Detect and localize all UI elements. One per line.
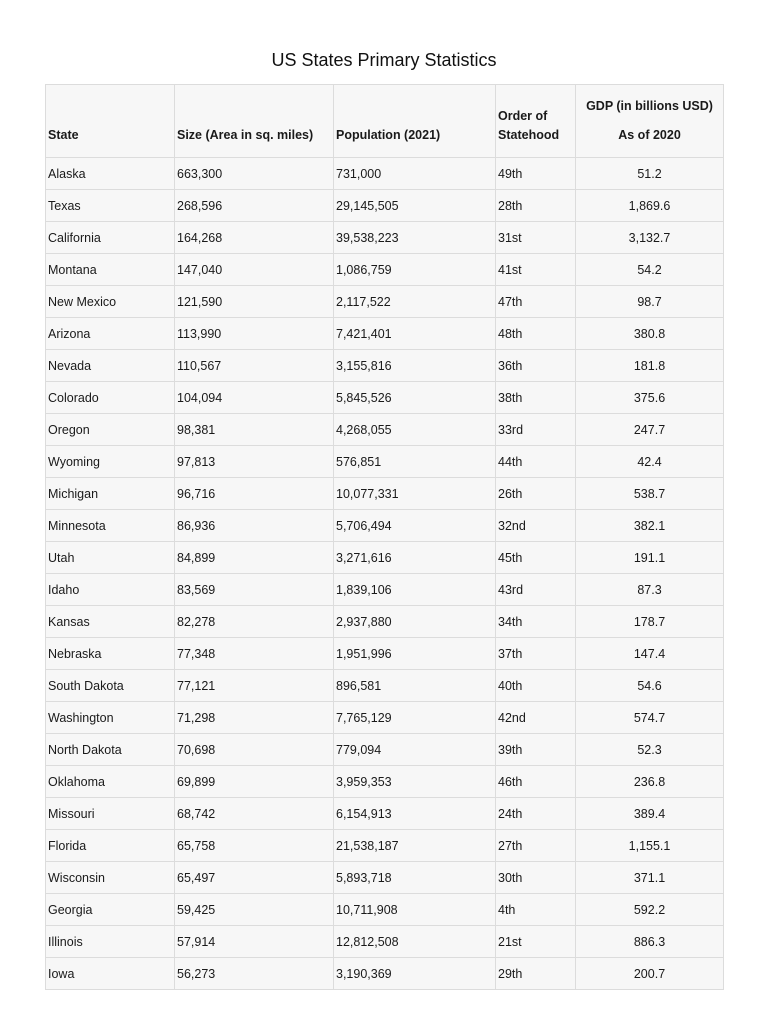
cell-order: 48th	[496, 318, 576, 350]
cell-order: 24th	[496, 798, 576, 830]
cell-population: 1,951,996	[334, 638, 496, 670]
cell-gdp: 181.8	[576, 350, 724, 382]
cell-order: 44th	[496, 446, 576, 478]
cell-population: 5,845,526	[334, 382, 496, 414]
cell-population: 10,077,331	[334, 478, 496, 510]
cell-gdp: 371.1	[576, 862, 724, 894]
cell-population: 1,086,759	[334, 254, 496, 286]
cell-state: Illinois	[46, 926, 175, 958]
cell-order: 49th	[496, 158, 576, 190]
cell-population: 5,706,494	[334, 510, 496, 542]
cell-population: 12,812,508	[334, 926, 496, 958]
cell-state: Oregon	[46, 414, 175, 446]
cell-population: 29,145,505	[334, 190, 496, 222]
cell-state: Texas	[46, 190, 175, 222]
states-table	[45, 84, 724, 990]
cell-size: 121,590	[175, 286, 334, 318]
cell-gdp: 592.2	[576, 894, 724, 926]
cell-state: Montana	[46, 254, 175, 286]
cell-size: 96,716	[175, 478, 334, 510]
cell-size: 77,348	[175, 638, 334, 670]
cell-order: 34th	[496, 606, 576, 638]
cell-order: 4th	[496, 894, 576, 926]
table-row	[46, 350, 724, 382]
cell-gdp: 200.7	[576, 958, 724, 990]
cell-gdp: 886.3	[576, 926, 724, 958]
table-row	[46, 542, 724, 574]
cell-state: Michigan	[46, 478, 175, 510]
cell-population: 896,581	[334, 670, 496, 702]
cell-state: Minnesota	[46, 510, 175, 542]
cell-gdp: 236.8	[576, 766, 724, 798]
table-header	[46, 85, 724, 158]
cell-state: New Mexico	[46, 286, 175, 318]
cell-size: 71,298	[175, 702, 334, 734]
cell-gdp: 375.6	[576, 382, 724, 414]
cell-size: 268,596	[175, 190, 334, 222]
cell-size: 69,899	[175, 766, 334, 798]
cell-population: 576,851	[334, 446, 496, 478]
cell-population: 3,271,616	[334, 542, 496, 574]
table-row	[46, 798, 724, 830]
cell-state: Washington	[46, 702, 175, 734]
table-row	[46, 414, 724, 446]
cell-order: 33rd	[496, 414, 576, 446]
cell-order: 29th	[496, 958, 576, 990]
cell-size: 70,698	[175, 734, 334, 766]
cell-order: 30th	[496, 862, 576, 894]
cell-state: South Dakota	[46, 670, 175, 702]
header-order	[496, 85, 576, 158]
cell-order: 21st	[496, 926, 576, 958]
table-row	[46, 862, 724, 894]
table-row	[46, 894, 724, 926]
cell-size: 663,300	[175, 158, 334, 190]
cell-state: Alaska	[46, 158, 175, 190]
page-title: US States Primary Statistics	[271, 50, 497, 70]
cell-population: 21,538,187	[334, 830, 496, 862]
cell-order: 27th	[496, 830, 576, 862]
cell-state: Missouri	[46, 798, 175, 830]
cell-gdp: 538.7	[576, 478, 724, 510]
cell-gdp: 98.7	[576, 286, 724, 318]
cell-gdp: 382.1	[576, 510, 724, 542]
table-row	[46, 830, 724, 862]
header-gdp-line1: GDP (in billions USD)	[586, 99, 713, 113]
cell-gdp: 42.4	[576, 446, 724, 478]
cell-size: 59,425	[175, 894, 334, 926]
cell-population: 3,959,353	[334, 766, 496, 798]
cell-population: 3,155,816	[334, 350, 496, 382]
cell-state: California	[46, 222, 175, 254]
cell-size: 83,569	[175, 574, 334, 606]
table-row	[46, 574, 724, 606]
cell-order: 28th	[496, 190, 576, 222]
cell-state: Wyoming	[46, 446, 175, 478]
cell-state: Colorado	[46, 382, 175, 414]
cell-gdp: 1,155.1	[576, 830, 724, 862]
cell-size: 57,914	[175, 926, 334, 958]
cell-population: 779,094	[334, 734, 496, 766]
cell-population: 1,839,106	[334, 574, 496, 606]
cell-order: 43rd	[496, 574, 576, 606]
cell-size: 68,742	[175, 798, 334, 830]
table-row	[46, 958, 724, 990]
cell-size: 110,567	[175, 350, 334, 382]
cell-size: 147,040	[175, 254, 334, 286]
cell-size: 82,278	[175, 606, 334, 638]
cell-state: North Dakota	[46, 734, 175, 766]
cell-population: 7,421,401	[334, 318, 496, 350]
cell-population: 731,000	[334, 158, 496, 190]
table-row	[46, 222, 724, 254]
table-row	[46, 446, 724, 478]
cell-order: 32nd	[496, 510, 576, 542]
cell-gdp: 147.4	[576, 638, 724, 670]
cell-gdp: 52.3	[576, 734, 724, 766]
cell-gdp: 54.2	[576, 254, 724, 286]
header-row	[46, 85, 724, 158]
cell-gdp: 54.6	[576, 670, 724, 702]
cell-size: 113,990	[175, 318, 334, 350]
cell-order: 42nd	[496, 702, 576, 734]
cell-population: 4,268,055	[334, 414, 496, 446]
table-row	[46, 926, 724, 958]
cell-order: 37th	[496, 638, 576, 670]
cell-size: 84,899	[175, 542, 334, 574]
cell-state: Nevada	[46, 350, 175, 382]
table-row	[46, 382, 724, 414]
table-row	[46, 318, 724, 350]
cell-order: 36th	[496, 350, 576, 382]
header-gdp	[576, 85, 724, 158]
cell-size: 104,094	[175, 382, 334, 414]
cell-size: 77,121	[175, 670, 334, 702]
table-row	[46, 670, 724, 702]
cell-state: Wisconsin	[46, 862, 175, 894]
cell-state: Idaho	[46, 574, 175, 606]
cell-size: 65,497	[175, 862, 334, 894]
cell-order: 41st	[496, 254, 576, 286]
cell-population: 5,893,718	[334, 862, 496, 894]
table-row	[46, 478, 724, 510]
header-gdp-line2: As of 2020	[618, 128, 681, 142]
table-row	[46, 766, 724, 798]
cell-population: 10,711,908	[334, 894, 496, 926]
table-row	[46, 190, 724, 222]
cell-population: 2,117,522	[334, 286, 496, 318]
cell-gdp: 389.4	[576, 798, 724, 830]
cell-size: 97,813	[175, 446, 334, 478]
cell-gdp: 574.7	[576, 702, 724, 734]
header-population: Population (2021)	[334, 85, 496, 158]
table-row	[46, 606, 724, 638]
cell-population: 6,154,913	[334, 798, 496, 830]
cell-population: 39,538,223	[334, 222, 496, 254]
cell-order: 26th	[496, 478, 576, 510]
cell-gdp: 247.7	[576, 414, 724, 446]
table-row	[46, 158, 724, 190]
cell-gdp: 87.3	[576, 574, 724, 606]
header-state: State	[46, 85, 175, 158]
cell-state: Georgia	[46, 894, 175, 926]
table-row	[46, 254, 724, 286]
table-row	[46, 638, 724, 670]
cell-population: 7,765,129	[334, 702, 496, 734]
cell-state: Kansas	[46, 606, 175, 638]
cell-order: 47th	[496, 286, 576, 318]
cell-order: 31st	[496, 222, 576, 254]
cell-size: 56,273	[175, 958, 334, 990]
table-row	[46, 510, 724, 542]
table-row	[46, 734, 724, 766]
cell-state: Oklahoma	[46, 766, 175, 798]
cell-order: 46th	[496, 766, 576, 798]
table-body	[46, 158, 724, 990]
cell-size: 86,936	[175, 510, 334, 542]
cell-state: Arizona	[46, 318, 175, 350]
cell-population: 3,190,369	[334, 958, 496, 990]
cell-gdp: 380.8	[576, 318, 724, 350]
table-row	[46, 702, 724, 734]
cell-gdp: 191.1	[576, 542, 724, 574]
cell-state: Nebraska	[46, 638, 175, 670]
header-size: Size (Area in sq. miles)	[175, 85, 334, 158]
table-row	[46, 286, 724, 318]
cell-population: 2,937,880	[334, 606, 496, 638]
cell-order: 45th	[496, 542, 576, 574]
cell-size: 164,268	[175, 222, 334, 254]
cell-order: 40th	[496, 670, 576, 702]
cell-gdp: 178.7	[576, 606, 724, 638]
cell-size: 98,381	[175, 414, 334, 446]
cell-gdp: 51.2	[576, 158, 724, 190]
cell-gdp: 3,132.7	[576, 222, 724, 254]
cell-order: 39th	[496, 734, 576, 766]
cell-size: 65,758	[175, 830, 334, 862]
cell-gdp: 1,869.6	[576, 190, 724, 222]
cell-state: Iowa	[46, 958, 175, 990]
cell-state: Utah	[46, 542, 175, 574]
cell-order: 38th	[496, 382, 576, 414]
cell-state: Florida	[46, 830, 175, 862]
header-order-line1: Order of	[498, 109, 548, 123]
header-order-line2: Statehood	[498, 128, 560, 142]
